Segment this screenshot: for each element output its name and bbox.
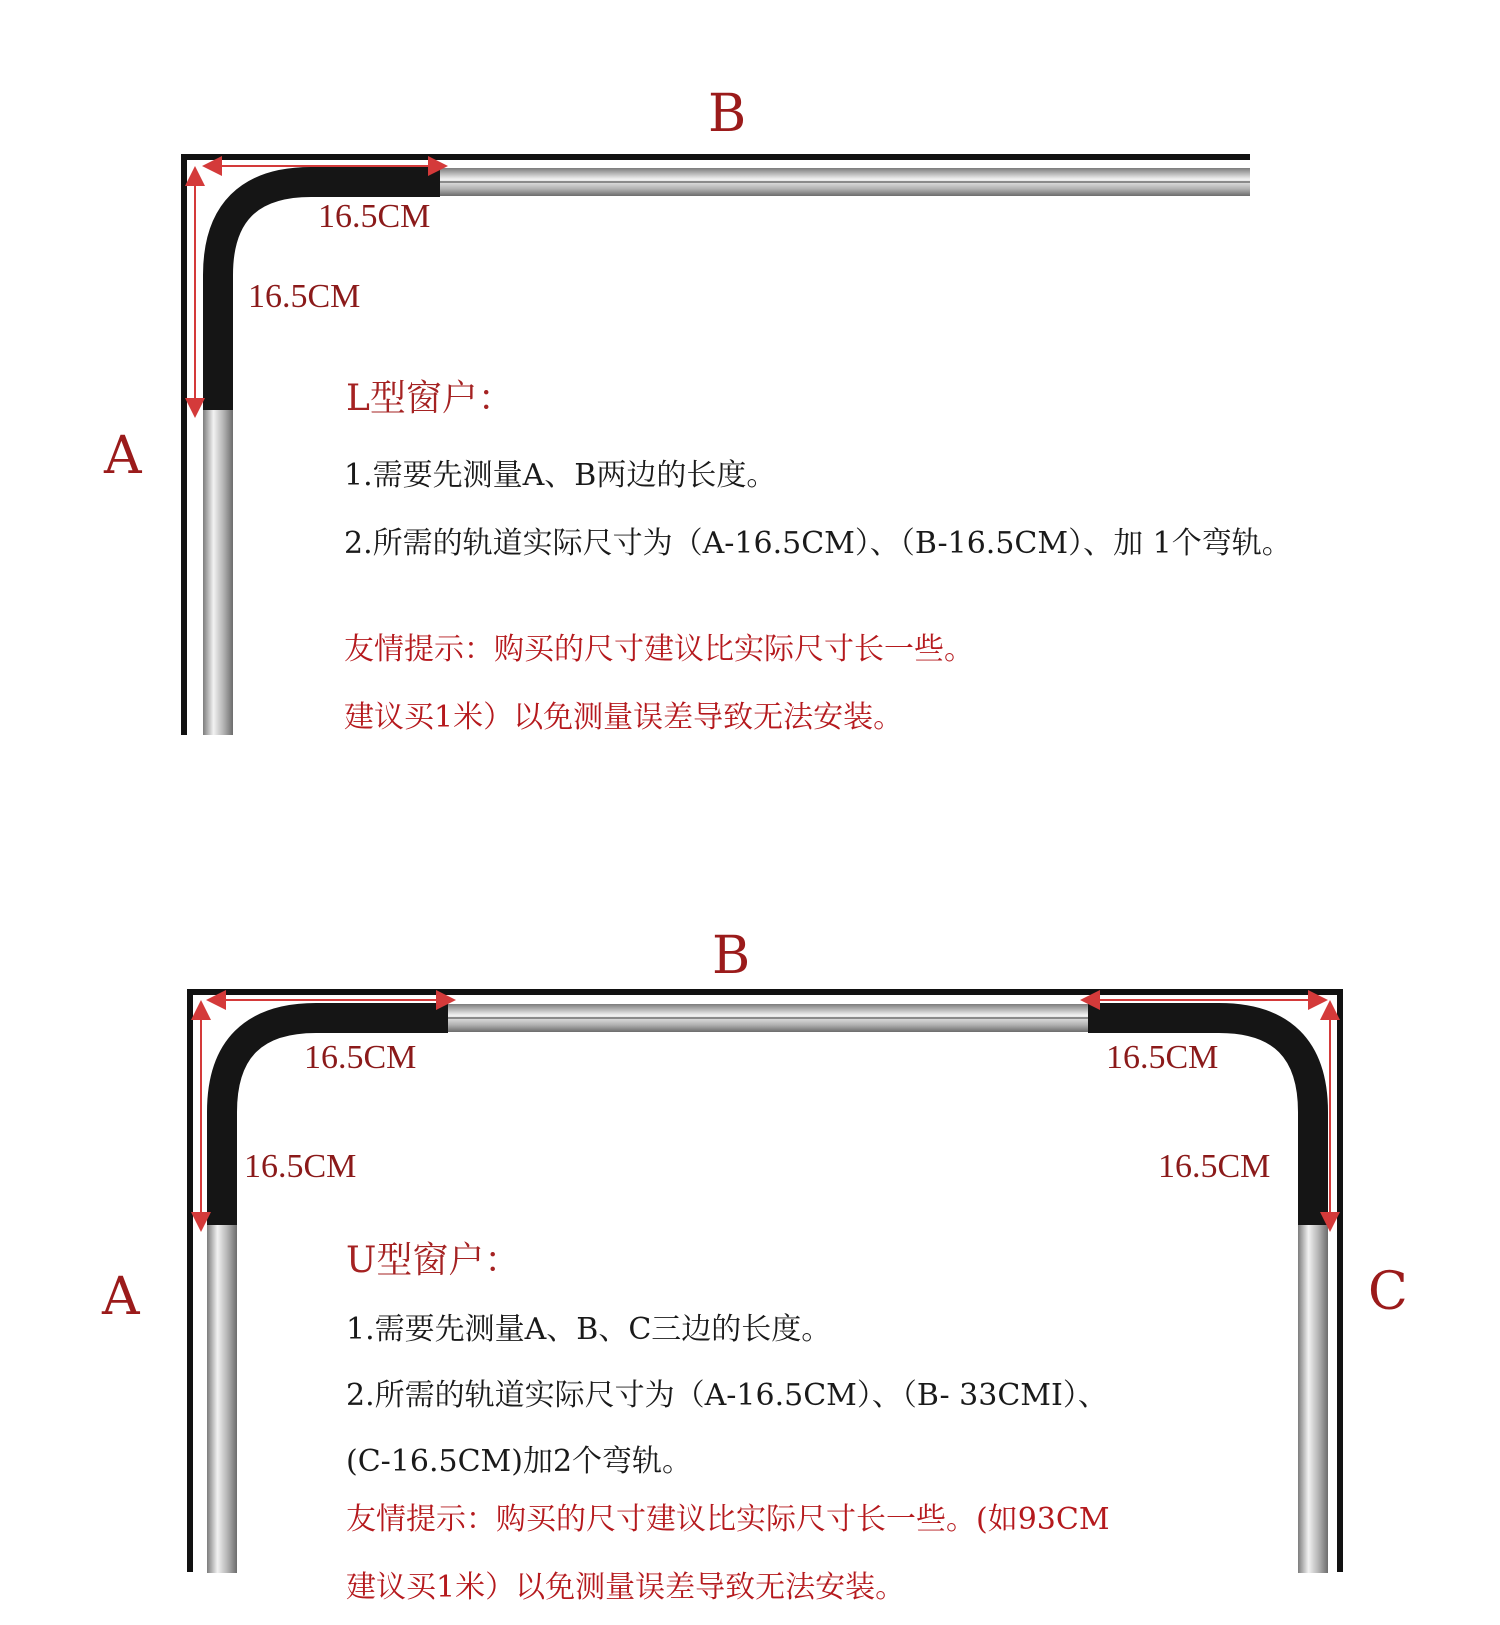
label-c: C [1368, 1262, 1408, 1322]
label-b: B [712, 926, 751, 986]
l-tip-1: 友情提示：购买的尺寸建议比实际尺寸长一些。 [344, 632, 974, 667]
label-a: A [104, 426, 142, 486]
label-b: B [708, 84, 747, 144]
dimension-top: 16.5CM [318, 198, 431, 235]
l-rail-illustration [0, 0, 1500, 800]
dimension-top-left: 16.5CM [304, 1039, 417, 1076]
l-step-1: 1.需要先测量A、B两边的长度。 [344, 458, 777, 493]
dimension-top-right: 16.5CM [1106, 1039, 1219, 1076]
u-tip-2: 建议买1米）以免测量误差导致无法安装。 [346, 1570, 906, 1605]
dimension-side: 16.5CM [248, 278, 361, 315]
u-step-1: 1.需要先测量A、B、C三边的长度。 [346, 1312, 832, 1347]
u-tip-1: 友情提示：购买的尺寸建议比实际尺寸长一些。(如93CM [346, 1502, 1110, 1537]
l-shape-diagram [0, 0, 1500, 800]
l-shape-title: L型窗户： [346, 378, 514, 419]
l-tip-2: 建议买1米）以免测量误差导致无法安装。 [344, 700, 904, 735]
silver-tube-vertical [203, 410, 233, 735]
u-step-2-continued: (C-16.5CM)加2个弯轨。 [346, 1444, 693, 1479]
silver-tube-right [1298, 1225, 1328, 1573]
dimension-side-right: 16.5CM [1158, 1148, 1271, 1185]
label-a: A [102, 1267, 140, 1327]
dimension-side-left: 16.5CM [244, 1148, 357, 1185]
u-shape-diagram [0, 830, 1500, 1625]
u-shape-title: U型窗户： [346, 1240, 521, 1281]
l-step-2: 2.所需的轨道实际尺寸为（A-16.5CM）、（B-16.5CM）、加 1个弯轨。 [344, 526, 1292, 561]
u-step-2: 2.所需的轨道实际尺寸为（A-16.5CM）、（B- 33CMI）、 [346, 1378, 1108, 1413]
silver-tube-left [207, 1225, 237, 1573]
